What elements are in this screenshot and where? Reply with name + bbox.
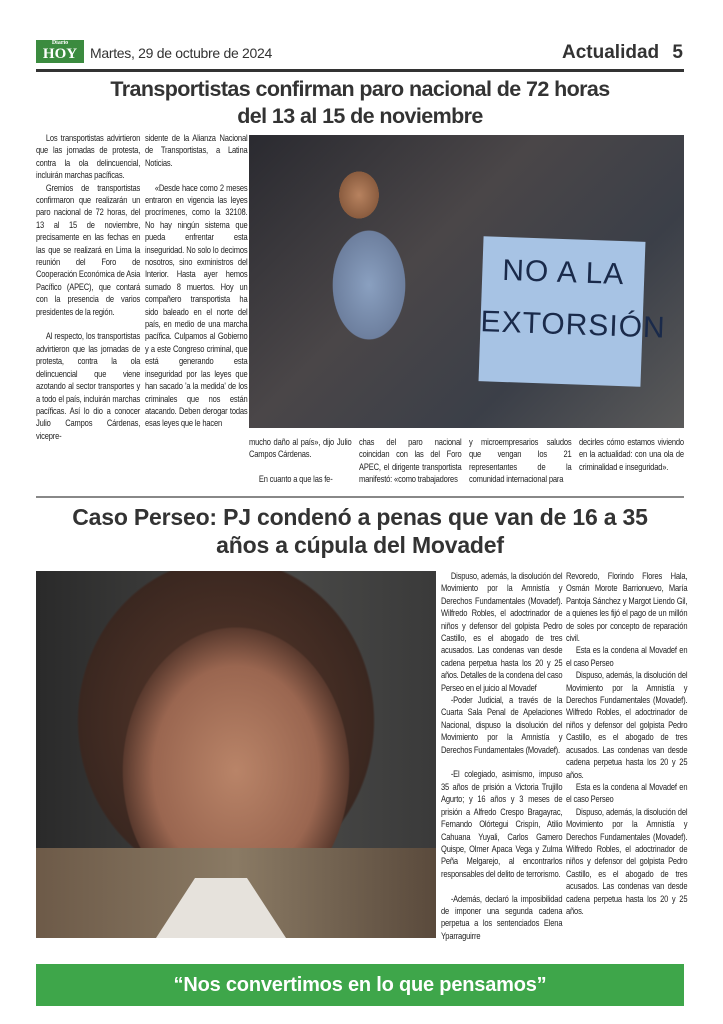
article1-column-2 bbox=[145, 132, 248, 430]
headline-line: años a cúpula del Movadef bbox=[216, 532, 504, 558]
paragraph: Al respecto, los transportistas advirtieron que las jornadas de protesta, contra la ola delincuencial que viene azotando al sector transportes y a todo el país, incluirán marchas pacíficas. Así lo dio a conocer Julio Campos Cárdenas, vicepre- bbox=[36, 331, 141, 441]
paragraph: sidente de la Alianza Nacional de Transportistas, a Latina Noticias. bbox=[145, 133, 248, 168]
header-rule bbox=[36, 69, 684, 72]
headline-line: Transportistas confirman paro nacional de 72 horas bbox=[110, 77, 610, 101]
article1-headline bbox=[36, 76, 684, 130]
quote-banner: “Nos convertimos en lo que pensamos” bbox=[36, 964, 684, 1006]
paragraph: Revoredo, Florindo Flores Hala, Osmán Morote Barrionuevo, María Pantoja Sánchez y Margot Liendo Gil, a quienes les fijó el pago de un millón de soles por concepto de reparación civil. bbox=[566, 571, 688, 644]
article1-column-5 bbox=[469, 436, 572, 486]
paragraph: Dispuso, además, la disolución del Movimiento por la Amnistía y Derechos Fundamentales (Movadef). Wilfredo Robles, el adoctrinador de niños y defensor del golpista Pedro Castillo, es el abogado de tres acusados. Las condenas van desde cadena perpetua hasta los 20 y 25 años. bbox=[566, 806, 688, 916]
logo-small-text: Diario bbox=[51, 40, 69, 46]
newspaper-logo bbox=[36, 40, 84, 63]
subheading: Esta es la condena al Movadef en el caso Perseo bbox=[566, 781, 688, 805]
article2-column-2 bbox=[566, 570, 687, 917]
logo-main-text: HOY bbox=[42, 46, 78, 62]
article2-column-1 bbox=[441, 570, 562, 942]
paragraph: Gremios de transportistas confirmaron que realizarán un paro nacional de 72 horas, del 13 al 15 de noviembre, precisamente en las fechas en las que se realizará en Lima la reunión del Foro de Cooperación Económica de Asia Pacífico (APEC), que contará con la presencia de varios presidentes de la región. bbox=[36, 182, 141, 317]
portrait-photo bbox=[36, 571, 436, 938]
headline-line: Caso Perseo: PJ condenó a penas que van de 16 a 35 bbox=[72, 504, 648, 530]
issue-date: Martes, 29 de octubre de 2024 bbox=[90, 45, 272, 61]
headline-line: del 13 al 15 de noviembre bbox=[237, 104, 483, 128]
subheading: Esta es la condena al Movadef en el caso Perseo bbox=[566, 645, 688, 668]
paragraph: «Desde hace como 2 meses entraron en vigencia las leyes procrímenes, como la 32108. No hay ningún sistema que pueda enfrentar esta inseguridad. No solo lo decimos nosotros, sino exministros del Interior. Hasta ayer hemos sumado 8 muertos. Hoy un compañero transportista ha sido baleado en el norte del país, en medio de una marcha pacífica. Culpamos al Gobierno y a este Congreso criminal, que está generando esta inseguridad por las leyes que han sacado 'a la medida' de los criminales que nos están atacando. Deben derogar todas esas leyes que le hacen bbox=[145, 182, 248, 429]
section-name: Actualidad bbox=[562, 42, 660, 63]
paragraph: -Poder Judicial, a través de la Cuarta Sala Penal de Apelaciones Nacional, dispuso la disolución del Movimiento por la Amnistía y Derechos Fundamentales (Movadef). bbox=[441, 695, 563, 755]
paragraph: Dispuso, además, la disolución del Movimiento por la Amnistía y Derechos Fundamentales (Movadef). Wilfredo Robles, el adoctrinador de niños y defensor del golpista Pedro Castillo, es el abogado de tres acusados. Las condenas van desde cadena perpetua hasta los 20 y 25 años. bbox=[566, 670, 688, 780]
paragraph: mucho daño al país», dijo Julio Campos Cárdenas. bbox=[249, 437, 352, 460]
paragraph: En cuanto a que las fe- bbox=[258, 474, 333, 485]
paragraph: -Además, declaró la imposibilidad de imponer una segunda cadena perpetua a los sentenciados Elena Yparraguirre bbox=[441, 893, 563, 941]
paragraph: Los transportistas advirtieron que las jornadas de protesta, contra la ola delincuencial, incluirán marchas pacíficas. bbox=[36, 133, 141, 181]
paragraph: -El colegiado, asimismo, impuso 35 años de prisión a Victoria Trujillo Agurto; y 16 años y 3 meses de prisión a Alfredo Crespo Bragayrac, Fernando Olórtegui Crispín, Atilio Cahuana Yuyali, Carlos Gamero Quispe, Olmer Apaca Vega y Zulma Peña Melgarejo, al encontrarlos responsables del delito de terrorismo. bbox=[441, 769, 563, 879]
article1-column-1 bbox=[36, 132, 140, 442]
article-divider bbox=[36, 496, 684, 498]
protest-photo bbox=[249, 135, 684, 428]
section-header bbox=[562, 42, 683, 64]
paragraph: Dispuso, además, la disolución del Movimiento por la Amnistía y Derechos Fundamentales (Movadef). Wilfredo Robles, el adoctrinador de niños y defensor del golpista Pedro Castillo, es el abogado de tres acusados. Las condenas van desde cadena perpetua hasta los 20 y 25 años. Detalles de la condena del caso Perseo en el juicio al Movadef bbox=[441, 571, 563, 693]
article2-headline bbox=[36, 503, 684, 559]
paragraph: chas del paro nacional coincidan con las del Foro APEC, el dirigente transportista manifestó: «como trabajadores bbox=[359, 437, 462, 485]
article1-column-4 bbox=[359, 436, 462, 486]
paragraph: decirles cómo estamos viviendo en la actualidad: con una ola de criminalidad e inseguridad». bbox=[579, 437, 684, 472]
paragraph: y microempresarios saludos que vengan los 21 representantes de la comunidad internacional para bbox=[469, 437, 572, 485]
article1-column-3 bbox=[249, 436, 352, 486]
page-number: 5 bbox=[672, 42, 683, 63]
protest-sign: NO A LA EXTORSIÓN bbox=[479, 236, 646, 387]
article1-column-6 bbox=[579, 436, 684, 473]
